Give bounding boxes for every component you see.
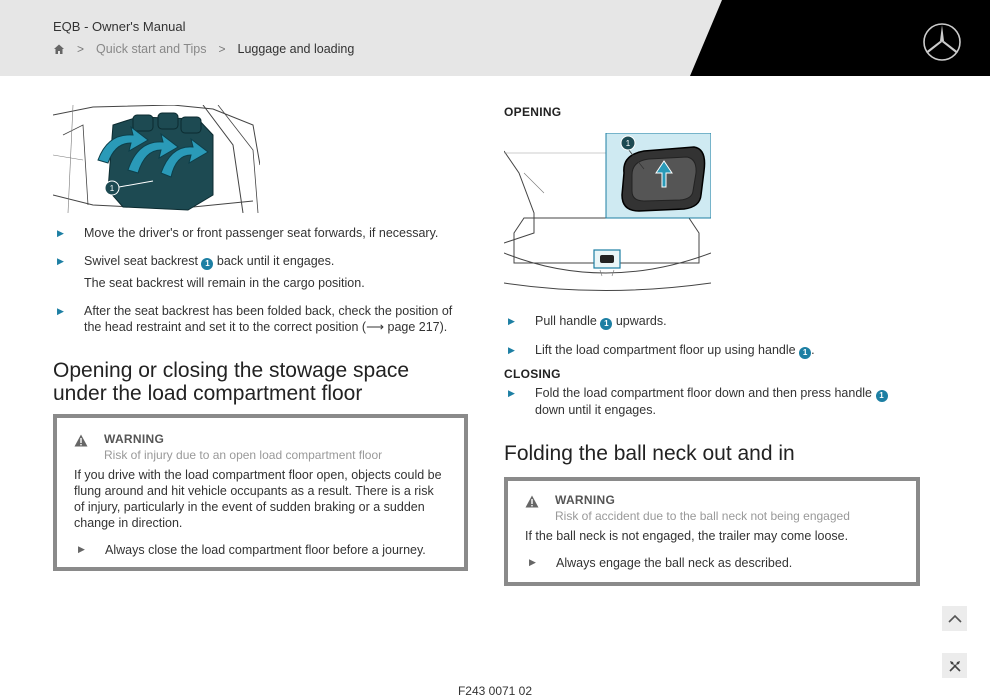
seat-backrest-fold-illustration [53, 105, 260, 213]
scroll-top-button[interactable] [942, 606, 967, 631]
mercedes-star-icon[interactable] [922, 22, 962, 62]
opening-heading: OPENING [504, 105, 562, 119]
breadcrumb-current: Luggage and loading [237, 42, 355, 56]
tools-icon [948, 659, 962, 673]
warning-triangle-icon [525, 495, 539, 508]
callout-1: 1 [625, 139, 631, 148]
play-arrow-icon: ▶ [508, 345, 515, 355]
warning-header [74, 432, 447, 462]
section-title: Opening or closing the stowage space under the load compartment floor [53, 359, 410, 405]
list-item: ▶ Move the driver's or front passenger seat forwards, if necessary. [57, 226, 439, 240]
tools-button[interactable] [942, 653, 967, 678]
warning-subtitle: Risk of injury due to an open load compartment floor [104, 448, 383, 462]
warning-triangle-icon [74, 434, 88, 447]
warning-body: If the ball neck is not engaged, the trailer may come loose. [525, 529, 849, 543]
callout-badge: 1 [799, 347, 811, 359]
play-arrow-icon: ▶ [508, 316, 515, 326]
chevron-right-icon: > [218, 42, 226, 56]
load-floor-handle-illustration [504, 133, 711, 301]
list-item: ▶ Fold the load compartment floor down and then press handle 1 down until it engages. [504, 385, 920, 418]
warning-box [53, 414, 468, 571]
warning-subtitle: Risk of accident due to the ball neck not being engaged [555, 509, 850, 523]
list-item: ▶ Swivel seat backrest 1 back until it engages. The seat backrest will remain in the cargo position. [53, 253, 468, 291]
play-arrow-icon: ▶ [78, 544, 85, 554]
manual-title: EQB - Owner's Manual [53, 19, 186, 34]
section-title: Folding the ball neck out and in [504, 442, 795, 465]
list-item: ▶ Pull handle 1 upwards. [508, 314, 667, 328]
callout-1: 1 [109, 184, 115, 193]
callout-badge: 1 [600, 318, 612, 330]
warning-body: If you drive with the load compartment floor open, objects could be flung around and hit vehicle occupants as a result. There is a risk of injury, particularly in the event of sudden braking or a sudden change in direction. [74, 468, 442, 530]
play-arrow-icon: ▶ [57, 256, 64, 266]
closing-heading: CLOSING [504, 367, 561, 381]
step-result: The seat backrest will remain in the cargo position. [84, 276, 365, 290]
right-column [504, 105, 920, 465]
warning-box [504, 477, 920, 586]
warning-step: ▶ Always engage the ball neck as described. [529, 556, 793, 570]
list-item: ▶ After the seat backrest has been folded back, check the position of the head restraint and set it to the correct position (⟶ page 217). [57, 304, 453, 334]
page-header [0, 0, 990, 76]
home-icon[interactable] [53, 43, 65, 55]
breadcrumb [53, 42, 354, 56]
left-column [53, 105, 468, 405]
play-arrow-icon: ▶ [57, 228, 64, 238]
callout-badge: 1 [876, 390, 888, 402]
warning-header [525, 493, 899, 523]
breadcrumb-link-quick-start[interactable]: Quick start and Tips [96, 42, 207, 56]
chevron-up-icon [948, 614, 962, 623]
play-arrow-icon: ▶ [57, 306, 64, 316]
play-arrow-icon: ▶ [508, 388, 515, 398]
warning-title: WARNING [104, 432, 165, 446]
play-arrow-icon: ▶ [529, 557, 536, 567]
callout-badge: 1 [201, 258, 213, 270]
image-code: F243 0071 02 [457, 684, 533, 698]
list-item: ▶ Lift the load compartment floor up using handle 1 . [508, 343, 815, 357]
warning-step: ▶ Always close the load compartment floor before a journey. [78, 543, 426, 557]
warning-title: WARNING [555, 493, 616, 507]
chevron-right-icon: > [77, 42, 85, 56]
